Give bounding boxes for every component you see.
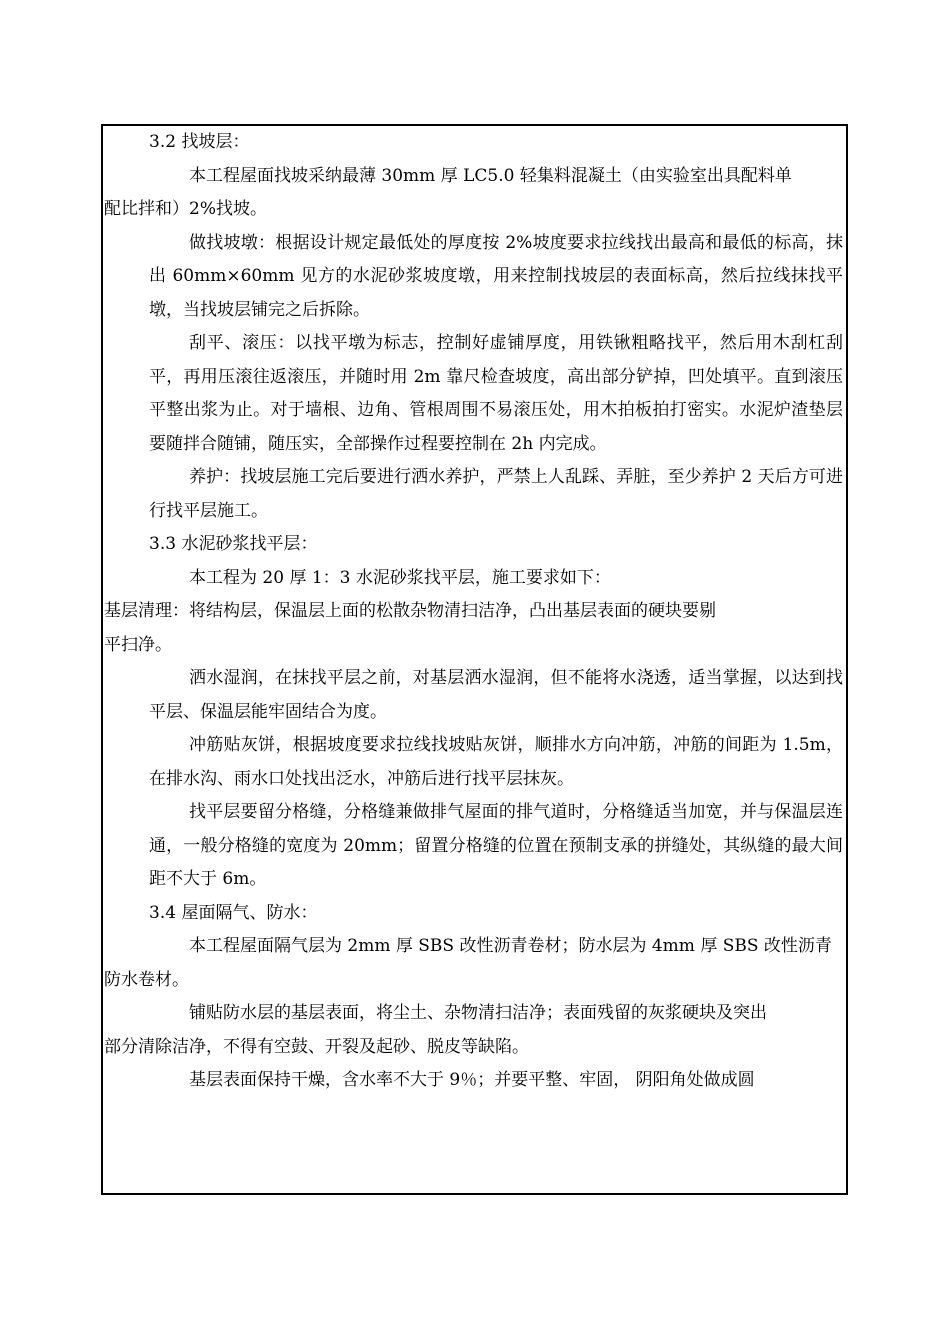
section-heading: 3.2 找坡层： bbox=[149, 132, 250, 152]
document-body bbox=[104, 126, 843, 1098]
section-heading: 3.4 屋面隔气、防水： bbox=[149, 902, 318, 923]
paragraph: 平扫净。 bbox=[104, 634, 172, 655]
paragraph: 基层表面保持干燥，含水率不大于 9％；并要平整、牢固， 阴阳角处做成圆 bbox=[189, 1070, 755, 1090]
paragraph: 刮平、滚压：以找平墩为标志，控制好虚铺厚度，用铁锹粗略找平，然后用木刮杠刮平，再用压滚往返滚压，并随时用 2m 靠尺检查坡度，高出部分铲掉，凹处填平。直到滚压平整出浆为止。对于墙根、边角、管根周围不易滚压处，用木拍板拍打密实。水泥炉渣垫层要随拌合随铺，随压实，全部操作过程要控制在 2h 内完成。 bbox=[149, 333, 843, 454]
paragraph: 基层清理：将结构层，保温层上面的松散杂物清扫洁净，凸出基层表面的硬块要剔 bbox=[104, 601, 716, 621]
paragraph: 养护：找坡层施工完后要进行洒水养护，严禁上人乱踩、弄脏，至少养护 2 天后方可进行找平层施工。 bbox=[149, 467, 843, 521]
paragraph: 部分清除洁净，不得有空鼓、开裂及起砂、脱皮等缺陷。 bbox=[104, 1036, 529, 1057]
section-heading: 3.3 水泥砂浆找平层： bbox=[149, 534, 318, 554]
paragraph: 防水卷材。 bbox=[104, 969, 189, 990]
paragraph: 冲筋贴灰饼，根据坡度要求拉线找坡贴灰饼，顺排水方向冲筋，冲筋的间距为 1.5m，在排水沟、雨水口处找出泛水，冲筋后进行找平层抹灰。 bbox=[149, 735, 843, 789]
paragraph: 本工程屋面隔气层为 2mm 厚 SBS 改性沥青卷材；防水层为 4mm 厚 SBS 改性沥青 bbox=[189, 936, 832, 956]
paragraph: 做找坡墩：根据设计规定最低处的厚度按 2%坡度要求拉线找出最高和最低的标高，抹出 60mm×60mm 见方的水泥砂浆坡度墩，用来控制找坡层的表面标高，然后拉线抹找平墩，当找坡层铺完之后拆除。 bbox=[149, 232, 843, 320]
paragraph: 配比拌和）2%找坡。 bbox=[104, 199, 267, 219]
paragraph: 铺贴防水层的基层表面，将尘土、杂物清扫洁净；表面残留的灰浆硬块及突出 bbox=[189, 1003, 767, 1023]
document-frame bbox=[101, 124, 848, 1195]
paragraph: 本工程为 20 厚 1：3 水泥砂浆找平层，施工要求如下： bbox=[189, 567, 611, 588]
paragraph: 洒水湿润，在抹找平层之前，对基层洒水湿润，但不能将水浇透，适当掌握，以达到找平层、保温层能牢固结合为度。 bbox=[149, 668, 843, 722]
paragraph: 本工程屋面找坡采纳最薄 30mm 厚 LC5.0 轻集料混凝土（由实验室出具配料单 bbox=[189, 165, 792, 186]
paragraph: 找平层要留分格缝，分格缝兼做排气屋面的排气道时，分格缝适当加宽，并与保温层连通，一般分格缝的宽度为 20mm；留置分格缝的位置在预制支承的拼缝处，其纵缝的最大间距不大于 6m。 bbox=[149, 802, 843, 889]
